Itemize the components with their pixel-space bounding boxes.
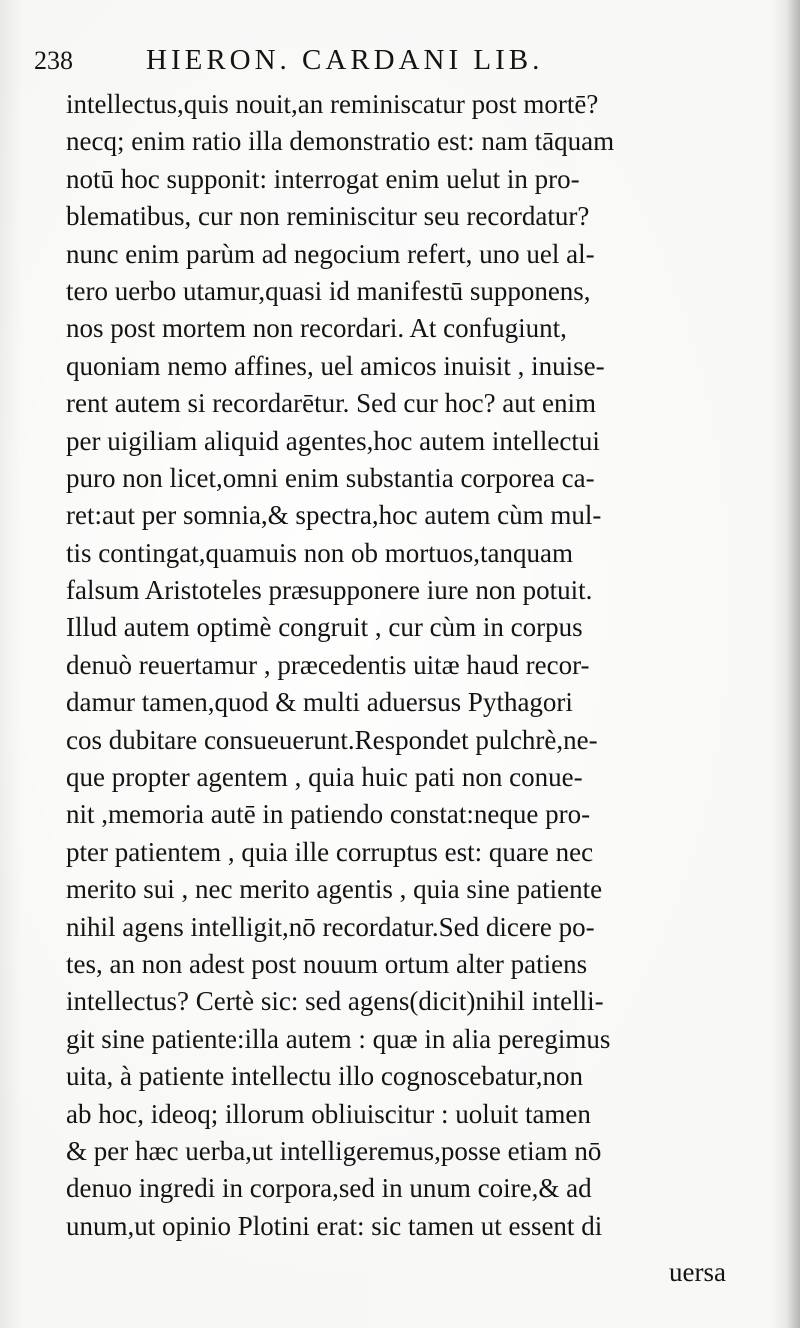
text-line: denuò reuertamur , præcedentis uitæ haud recor- [66,649,590,680]
text-line: unum,ut opinio Plotini erat: sic tamen ut essent di [66,1210,603,1241]
text-line: blematibus, cur non reminiscitur seu recordatur? [66,201,590,232]
text-line: & per hæc uerba,ut intelligeremus,posse etiam nō [66,1135,602,1166]
text-line: per uigiliam aliquid agentes,hoc autem intellectui [66,425,600,456]
text-line: uita, à patiente intellectu illo cognoscebatur,non [66,1061,583,1092]
running-head: HIERON. CARDANI LIB. [146,44,544,76]
text-line: tis contingat,quamuis non ob mortuos,tanquam [66,537,573,568]
page-number: 238 [34,46,73,75]
text-line: puro non licet,omni enim substantia corporea ca- [66,462,595,493]
text-line: intellectus,quis nouit,an reminiscatur post mortē? [66,89,599,119]
text-line: git sine patiente:illa autem : quæ in alia peregimus [66,1023,611,1054]
text-line: merito sui , nec merito agentis , quia sine patiente [66,874,603,905]
page-header [34,44,734,84]
text-line: tero uerbo utamur,quasi id manifestū supponens, [66,275,591,306]
text-line: que propter agentem , quia huic pati non conue- [66,762,583,793]
text-line: nit ,memoria autē in patiendo constat:neque pro- [66,799,591,830]
text-line: intellectus? Certè sic: sed agens(dicit)nihil intelli- [66,986,604,1017]
page-edge-shadow [786,0,800,1328]
catchword: uersa [669,1257,726,1287]
text-line: cos dubitare consueuerunt.Respondet pulchrè,ne- [66,724,598,755]
text-line: notū hoc supponit: interrogat enim uelut in pro- [66,163,580,194]
text-line: ret:aut per somnia,& spectra,hoc autem cùm mul- [66,500,602,531]
text-line: falsum Aristoteles præsupponere iure non potuit. [66,575,593,606]
body-text [66,86,734,1245]
text-line: necq; enim ratio illa demonstratio est: nam tāquam [66,126,615,157]
text-line: rent autem si recordarētur. Sed cur hoc? aut enim [66,388,597,419]
text-line: ab hoc, ideoq; illorum obliuiscitur : uoluit tamen [66,1098,591,1129]
text-line: pter patientem , quia ille corruptus est: quare nec [66,836,594,867]
text-line: nos post mortem non recordari. At confugiunt, [66,313,567,344]
text-line: quoniam nemo affines, uel amicos inuisit , inuise- [66,350,605,381]
text-line: tes, an non adest post nouum ortum alter patiens [66,948,588,979]
text-line: nunc enim parùm ad negocium refert, uno uel al- [66,238,595,269]
text-line: denuo ingredi in corpora,sed in unum coire,& ad [66,1173,592,1204]
text-line: nihil agens intelligit,nō recordatur.Sed dicere po- [66,911,595,942]
text-line: Illud autem optimè congruit , cur cùm in corpus [66,612,583,643]
text-line: damur tamen,quod & multi aduersus Pythagori [66,687,573,718]
